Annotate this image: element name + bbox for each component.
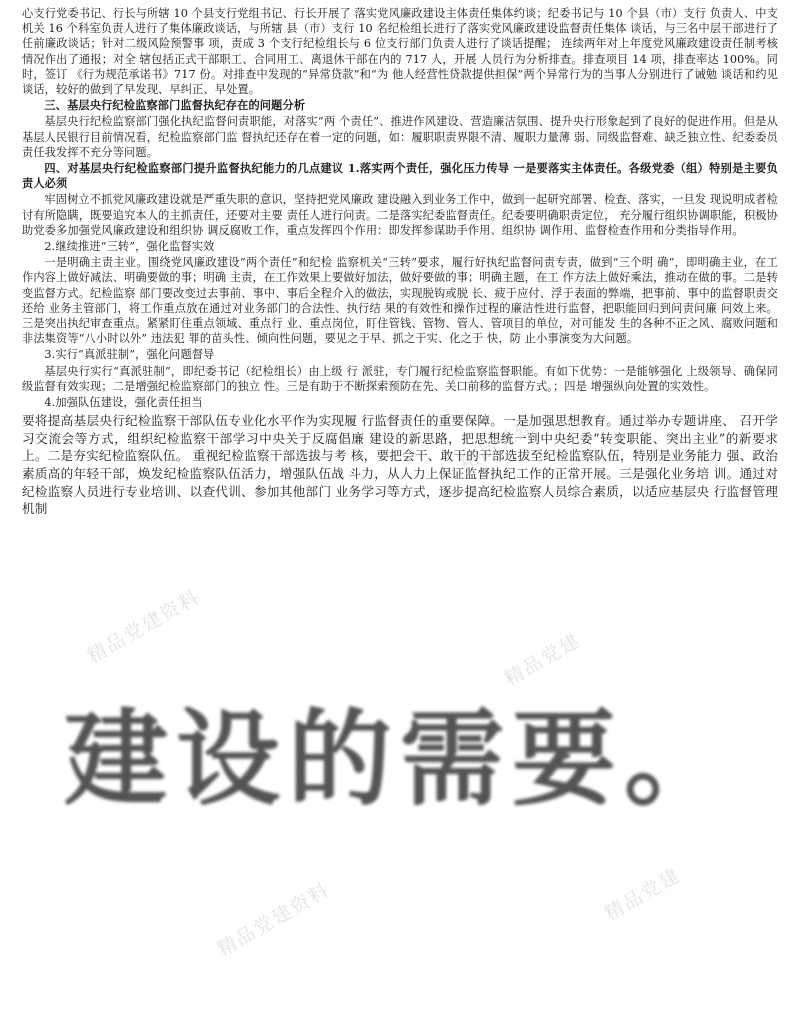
paragraph: 一是明确主责主业。围绕党风廉政建设“两个责任”和纪检 监察机关“三转”要求，履行好执纪监督问责专责，做到“三个明 确”，即明确主业，在工作内容上做好减法、明确要做的事；明确 主责，在工作效果上要做好加法，做好要做的事；明确主题，在工 作方法上做好乘法，推动在做的事。二是转变监督方式。纪检监察 部门要改变过去事前、事中、事后全程介入的做法，实现脱钩或脱 长、疲于应付、浮于表面的弊端，把事前、事中的监督职责交还给 业务主管部门，将工作重点放在通过对业务部门的合法性、执行结 果的有效性和操作过程的廉洁性进行监督，把职能回归到问责问廉 问效上来。三是突出执纪审查重点。紧紧盯住重点领域、重点行 业、重点岗位，盯住管钱、管物、管人、管项目的单位，对可能发 生的各种不正之风、腐败问题和非法集资等“八小时以外” 违法犯 罪的苗头性、倾向性问题，要见之于早、抓之于实、化之于 快，防 止小事演变为大问题。: [22, 256, 778, 346]
paragraph: 心支行党委书记、行长与所辖 10 个县支行党组书记、行长开展了 落实党风廉政建设主体责任集体约谈；纪委书记与 10 个县（市）支行 负责人、中支机关 16 个科室负责人进行了集体廉政谈话，与所辖 县（市）支行 10 名纪检组长进行了落实党风廉政建设监督责任集体 谈话，与三名中层干部进行了任前廉政谈话；针对二级风险预警事 项，责成 3 个支行纪检组长与 6 位支行部门负责人进行了谈话提醒； 连续两年对上年度党风廉政建设责任制考核情况作出了通报；对全 辖包括正式干部职工、合同用工、离退休干部在内的 717 人，开展 人员行为分析排查。排查项目 14 项，排查率达 100%。同时，签订 《行为规范承诺书》717 份。对排查中发现的“异常贷款”和“为 他人经营性贷款提供担保”两个异常行为的当事人分别进行了诫勉 谈话和约见谈话，较好的做到了早发现、早纠正、早处置。: [22, 7, 778, 97]
large-blurred-heading-text: 建设的需要。: [63, 698, 736, 820]
document-text-body: [22, 6, 778, 518]
section-heading-four: 四、对基层央行纪检监察部门提升监督执纪能力的几点建议 1.落实两个责任，强化压力传导 一是要落实主体责任。各级党委（组）特别是主要负责人必须: [22, 161, 778, 191]
final-paragraph-block: [22, 412, 778, 518]
watermark: 精品党建: [600, 864, 685, 926]
section-heading-three: 三、基层央行纪检监察部门监督执纪存在的问题分析: [44, 98, 306, 113]
subsection-heading-three: 3.实行“真派驻制”，强化问题督导: [44, 348, 215, 362]
paragraph: 基层央行实行“真派驻制”，即纪委书记（纪检组长）由上级 行 派驻，专门履行纪检监察监督职能。有如下优势：一是能够强化 上级领导、确保同级监督有效实现；二是增强纪检监察部门的独立 性。三是有助于不断探索预防在先、关口前移的监督方式。；四是 增强纵向处置的实效性。: [22, 364, 778, 393]
watermark: 精品党建: [500, 629, 585, 691]
subsection-heading-two: 2.继续推进“三转”，强化监督实效: [44, 240, 215, 254]
paragraph: 牢固树立不抓党风廉政建设就是严重失职的意识，坚持把党风廉政 建设融入到业务工作中，做到一起研究部署、检查、落实，一旦发 现说明成者检讨有所隐瞒，既要追究本人的主抓责任，还要对主要 责任人进行问责。二是落实纪委监督责任。纪委要明确职责定位， 充分履行组织协调职能，积极协助党委多加强党风廉政建设和组织协 调反腐败工作，重点发挥四个作用：即发挥参谋助手作用、组织协 调作用、监督检查作用和分类指导作用。: [22, 193, 778, 237]
watermark: 精品党建资料: [83, 585, 204, 668]
subsection-heading-four: 4.加强队伍建设，强化责任担当: [44, 396, 203, 410]
watermark: 精品党建资料: [213, 878, 334, 961]
paragraph: 基层央行纪检监察部门强化执纪监督问责职能，对落实“两 个责任”、推进作风建设、营造廉洁氛围、提升央行形象起到了良好的促进作用。但是从基层人民银行目前情况看，纪检监察部门监 督执纪还存在着一定的问题，如：履职职责界限不清、履职力量薄 弱、同级监督难、缺乏独立性、纪委委员责任我发挥不充分等问题。: [22, 115, 778, 159]
large-blurred-heading: [0, 660, 800, 840]
watermark: 精品党建: [455, 414, 540, 476]
paragraph: 要将提高基层央行纪检监察干部队伍专业化水平作为实现履 行监督责任的重要保障。一是加强思想教育。通过举办专题讲座、 召开学习交流会等方式，组织纪检监察干部学习中央关于反腐倡廉 建设的新思路，把思想统一到中央纪委“转变职能、突出主业”的新要求上。二是夯实纪检监察队伍。 重视纪检监察干部选拔与考 核，要把会干、敢干的干部选拔至纪检监察队伍，特别是业务能力 强、政治素质高的年轻干部，焕发纪检监察队伍活力，增强队伍战 斗力，从人力上保证监督执纪工作的正常开展。三是强化业务培 训。通过对纪检监察人员进行专业培训、以查代训、参加其他部门 业务学习等方式，逐步提高纪检监察人员综合素质，以适应基层央 行监督管理机制: [22, 413, 778, 517]
